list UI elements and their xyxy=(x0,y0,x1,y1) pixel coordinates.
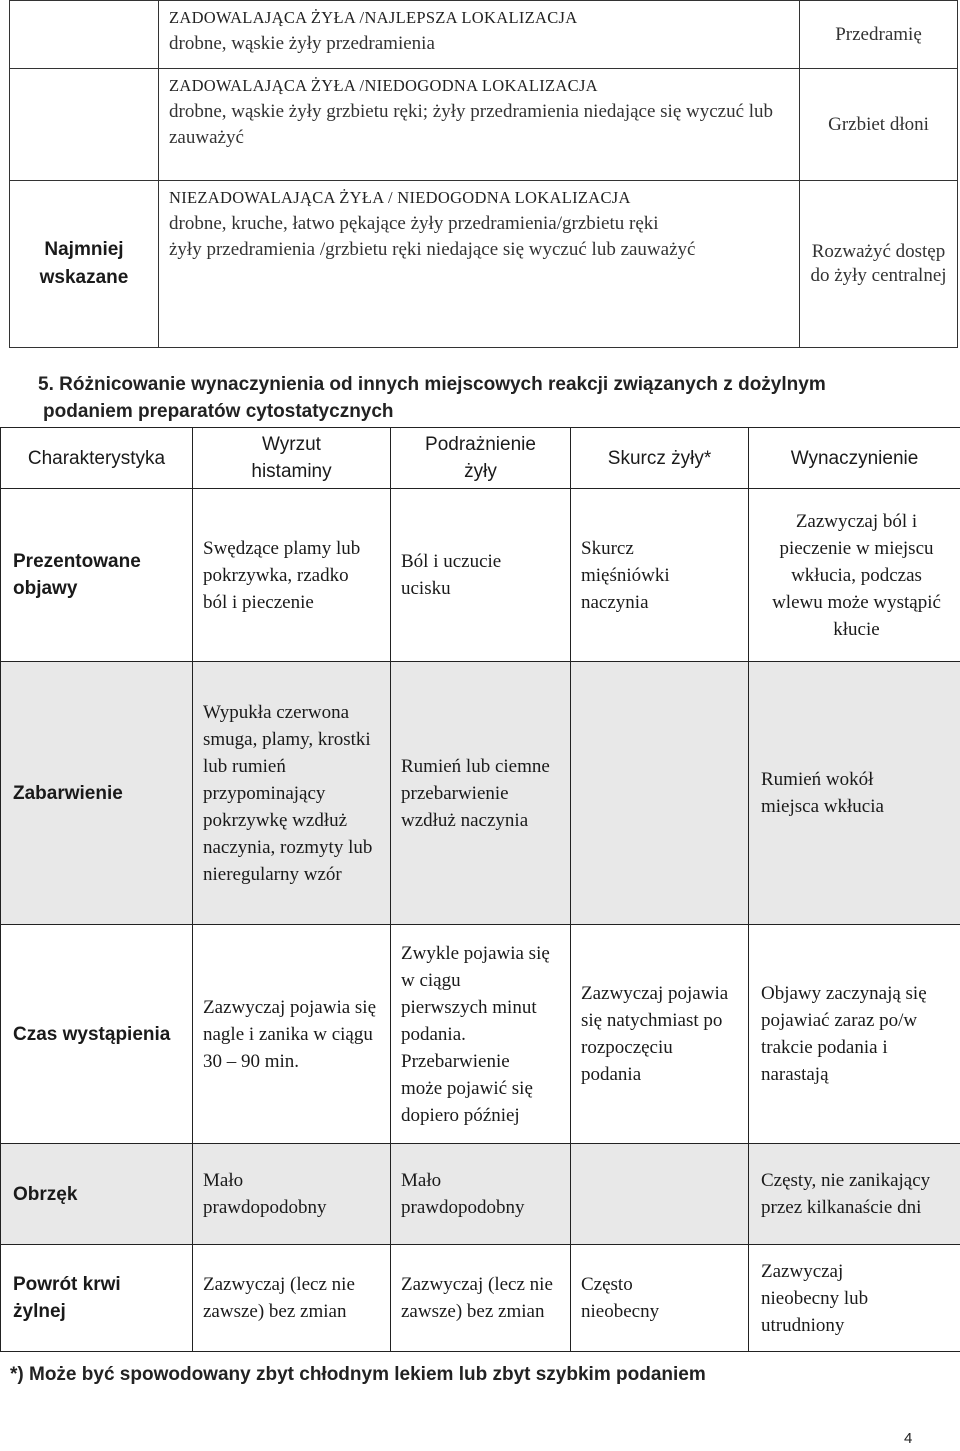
table-cell xyxy=(193,925,391,1144)
column-header xyxy=(193,428,391,489)
section-title xyxy=(38,371,938,425)
side-label-cell xyxy=(10,69,159,181)
row-header: Obrzęk xyxy=(1,1144,193,1245)
vein-site-row xyxy=(10,1,958,69)
table-cell xyxy=(193,1144,391,1245)
cell-text: Rumień wokół miejsca wkłucia xyxy=(761,769,884,817)
cell-text: Zwykle pojawia się w ciągu pierwszych minut podania. Przebarwienie może pojawić się dopiero później xyxy=(401,942,550,1126)
table-row xyxy=(1,489,960,662)
row-header xyxy=(1,489,193,662)
vein-heading: ZADOWALAJĄCA ŻYŁA /NIEDOGODNA LOKALIZACJA xyxy=(169,76,598,95)
table-cell xyxy=(391,489,571,662)
section-title-line1: Różnicowanie wynaczynienia od innych miejscowych reakcji związanych z dożylnym xyxy=(59,374,826,395)
vein-heading: ZADOWALAJĄCA ŻYŁA /NAJLEPSZA LOKALIZACJA xyxy=(169,8,578,27)
vein-description-cell xyxy=(159,69,800,181)
vein-heading: NIEZADOWALAJĄCA ŻYŁA / NIEDOGODNA LOKALIZACJA xyxy=(169,188,631,207)
row-header-text: Powrót krwi żylnej xyxy=(13,1274,121,1322)
cell-text: Często nieobecny xyxy=(581,1274,660,1322)
cell-text: Skurcz mięśniówki naczynia xyxy=(581,537,670,613)
table-cell xyxy=(571,925,749,1144)
side-label-cell xyxy=(10,1,159,69)
cell-text: Mało prawdopodobny xyxy=(401,1170,525,1218)
table-cell xyxy=(749,1144,960,1245)
table-cell xyxy=(571,1144,749,1245)
differentiation-table xyxy=(0,427,960,1352)
cell-text: Zazwyczaj pojawia się natychmiast po rozpoczęciu podania xyxy=(581,983,729,1085)
vein-site-table xyxy=(9,0,958,348)
section-title-line2: podaniem preparatów cytostatycznych xyxy=(43,401,394,422)
column-header-text: Wyrzut histaminy xyxy=(251,434,332,482)
cell-text: Swędzące plamy lub pokrzywka, rzadko ból i pieczenie xyxy=(203,537,361,613)
section-number: 5. xyxy=(38,374,54,395)
cell-text: Rumień lub ciemne przebarwienie wzdłuż naczynia xyxy=(401,755,550,831)
vein-description-cell xyxy=(159,181,800,348)
table-cell xyxy=(193,662,391,925)
column-header-text: Podrażnienie żyły xyxy=(425,434,536,482)
column-header: Wynaczynienie xyxy=(749,428,960,489)
column-header: Charakterystyka xyxy=(1,428,193,489)
vein-description: drobne, wąskie żyły grzbietu ręki; żyły przedramienia niedające się wyczuć lub zauważyć xyxy=(169,101,774,148)
cell-text: Wypukła czerwona smuga, plamy, krostki lub rumień przypominający pokrzywkę wzdłuż naczynia, rozmyty lub nieregularny wzór xyxy=(203,701,373,885)
cell-text: Mało prawdopodobny xyxy=(203,1170,327,1218)
table-cell xyxy=(571,1245,749,1352)
site-cell xyxy=(800,181,958,348)
footnote: *) Może być spowodowany zbyt chłodnym lekiem lub zbyt szybkim podaniem xyxy=(10,1364,706,1385)
table-row xyxy=(1,1245,960,1352)
column-header: Skurcz żyły* xyxy=(571,428,749,489)
site-text: Rozważyć dostęp do żyły centralnej xyxy=(810,241,947,286)
cell-text: Zazwyczaj (lecz nie zawsze) bez zmian xyxy=(203,1274,355,1322)
table-cell xyxy=(571,662,749,925)
table-cell xyxy=(571,489,749,662)
table-cell xyxy=(749,489,960,662)
cell-text: Zazwyczaj ból i pieczenie w miejscu wkłucia, podczas wlewu może wystąpić kłucie xyxy=(772,510,941,640)
table-cell xyxy=(391,662,571,925)
cell-text: Ból i uczucie ucisku xyxy=(401,551,502,599)
table-cell xyxy=(749,1245,960,1352)
table-row xyxy=(1,1144,960,1245)
cell-text: Częsty, nie zanikający przez kilkanaście dni xyxy=(761,1170,931,1218)
row-header xyxy=(1,1245,193,1352)
cell-text: Zazwyczaj (lecz nie zawsze) bez zmian xyxy=(401,1274,553,1322)
row-header: Czas wystąpienia xyxy=(1,925,193,1144)
cell-text: Objawy zaczynają się pojawiać zaraz po/w trakcie podania i narastają xyxy=(761,983,927,1085)
site-cell: Grzbiet dłoni xyxy=(800,69,958,181)
vein-description-cell xyxy=(159,1,800,69)
table-cell xyxy=(193,1245,391,1352)
cell-text: Zazwyczaj pojawia się nagle i zanika w ciągu 30 – 90 min. xyxy=(203,996,377,1072)
table-row xyxy=(1,662,960,925)
row-header: Zabarwienie xyxy=(1,662,193,925)
cell-text: Zazwyczaj nieobecny lub utrudniony xyxy=(761,1260,869,1336)
vein-site-row xyxy=(10,69,958,181)
vein-site-row xyxy=(10,181,958,348)
table-cell xyxy=(391,925,571,1144)
table-cell xyxy=(749,925,960,1144)
table-cell xyxy=(193,489,391,662)
row-header-text: Prezentowane objawy xyxy=(13,551,141,599)
vein-description: żyły przedramienia /grzbietu ręki niedające się wyczuć lub zauważyć xyxy=(169,239,696,260)
table-row xyxy=(1,925,960,1144)
site-cell: Przedramię xyxy=(800,1,958,69)
vein-description: drobne, kruche, łatwo pękające żyły przedramienia/grzbietu ręki xyxy=(169,213,659,234)
table-cell xyxy=(749,662,960,925)
vein-description: drobne, wąskie żyły przedramienia xyxy=(169,33,435,54)
side-label-cell: Najmniej wskazane xyxy=(10,181,159,348)
table-cell xyxy=(391,1144,571,1245)
table-header-row xyxy=(1,428,960,489)
column-header xyxy=(391,428,571,489)
table-cell xyxy=(391,1245,571,1352)
page-number: 4 xyxy=(904,1430,913,1447)
